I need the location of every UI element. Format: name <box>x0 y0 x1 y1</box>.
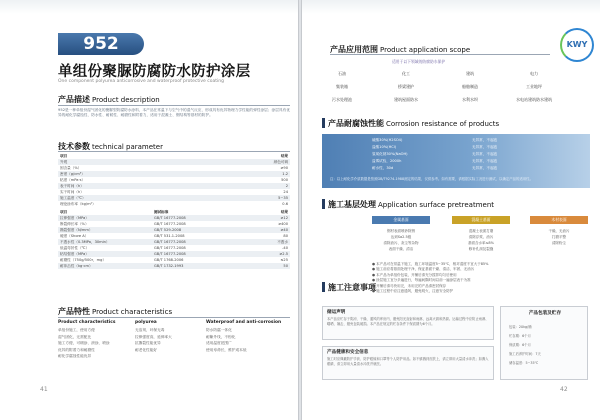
header-result: 结果 <box>280 154 288 158</box>
section-title-en: Corrosion resistance of products <box>386 120 500 128</box>
table-row <box>58 201 290 207</box>
section-title-en: Product description <box>92 96 160 104</box>
characteristics-col3-list <box>206 327 247 353</box>
row-result: ≥12 <box>280 216 288 220</box>
row-method: GB/T 16777-2008 <box>154 222 186 226</box>
section-marker <box>322 118 325 128</box>
row-item: 低温弯折性（℃） <box>60 246 90 250</box>
list-item: 达到Sa2.5级 <box>390 235 412 239</box>
header-method: 测试标准 <box>154 210 169 214</box>
scope-item: 工业地坪 <box>526 84 542 89</box>
product-title: 单组份聚脲防腐防水防护涂层 <box>58 64 251 80</box>
scope-item: 建筑 <box>466 71 474 76</box>
row-method: GB/T 16777-2008 <box>154 252 186 256</box>
section-corrosion-resistance <box>328 118 499 129</box>
scope-item: 船舶制造 <box>462 84 478 89</box>
pretreat-col-wood <box>530 228 588 246</box>
health-text: 施工时应佩戴防护手套、防护眼镜和口罩等个人防护用品。如不慎溅到皮肤上，请立即用大量清水冲洗；如溅入眼睛，请立即用大量清水冲洗并就医。 <box>327 357 489 366</box>
list-item: 单组份施工，使用方便 <box>58 328 95 332</box>
section-title-en: Product characteristics <box>92 308 173 316</box>
row-item: 断裂伸长率（%） <box>60 222 89 226</box>
note-line: ● 本产品为单组份包装，开桶后请充分搅拌均匀后使用 <box>372 272 457 277</box>
corrosion-medium: 盐酸10%(HCl) <box>372 145 397 149</box>
note-line: ● 施工前应将基面处理干净，保证基面干燥、清洁、牢固、无油污 <box>372 267 475 272</box>
list-item: 清除油污、灰尘等杂物 <box>383 241 419 245</box>
health-title: 产品健康和安全信息 <box>327 350 369 355</box>
list-item: 钢材表面喷砂除锈 <box>387 229 415 233</box>
list-item: 打磨平整 <box>552 235 566 239</box>
corrosion-medium: 盐雾试验，2000h <box>372 159 402 163</box>
scope-subtitle: 适用于以下领域的防腐防水保护 <box>392 59 446 64</box>
spec-line: 储存温度：5~35℃ <box>509 361 539 365</box>
row-item: 固含量（%） <box>60 166 82 170</box>
divider <box>58 105 290 106</box>
list-item: 耐化学腐蚀性能优异 <box>58 354 92 359</box>
row-item: 不透水性（0.3MPa，30min） <box>60 240 110 244</box>
section-product-characteristics <box>58 306 172 317</box>
list-item: 优异的附着力和耐磨性 <box>58 347 95 352</box>
table-row <box>58 263 290 269</box>
section-title-en: Product application scope <box>380 46 471 54</box>
note-line: ● 施工过程中应注意通风，避免明火，注意安全防护 <box>372 289 454 294</box>
list-item: 防水防腐一体化 <box>206 328 232 332</box>
scope-item: 污水处理池 <box>332 97 352 102</box>
header-item: 项目 <box>60 210 68 214</box>
note-line: ● 开桶后请尽快用完，未用完的产品请密封保存 <box>372 283 447 288</box>
row-item: 硬度（Shore A） <box>60 234 89 238</box>
section-title: 产品耐腐蚀性能 <box>328 119 384 128</box>
list-item: 无溶剂，环保无毒 <box>135 328 165 332</box>
scope-item: 石油 <box>338 71 346 76</box>
row-result: 5~35 <box>278 196 288 200</box>
row-result: ≥400 <box>278 222 288 226</box>
row-result: 1.2 <box>282 172 288 176</box>
health-box <box>322 346 494 380</box>
list-item: 表面干燥、清洁 <box>388 247 414 251</box>
list-item: 清除粉尘 <box>552 241 566 245</box>
corrosion-panel <box>322 134 590 188</box>
row-result: 80 <box>283 234 288 238</box>
row-item: 粘结强度（MPa） <box>60 252 89 256</box>
divider <box>330 54 550 55</box>
row-result: ≤25 <box>280 258 288 262</box>
list-item: 使用寿命长，维护成本低 <box>206 347 247 352</box>
row-item: 施工温度（℃） <box>60 196 86 200</box>
list-item: 基面含水率≤8% <box>468 241 494 245</box>
spec-line: 施工后养护时间：7天 <box>509 352 541 356</box>
row-method: GB/T 16777-2008 <box>154 246 186 250</box>
characteristics-col2-title: polyurea <box>135 320 157 325</box>
spec-title: 产品包装及贮存 <box>528 311 562 316</box>
characteristics-col1-list <box>58 327 110 360</box>
row-item: 实干时间（h） <box>60 190 84 194</box>
row-result: 50 <box>283 264 288 268</box>
section-product-description <box>58 94 160 105</box>
list-item: 适用温度范围广 <box>206 341 232 346</box>
product-code-badge: 952 <box>58 33 144 55</box>
pretreat-col-concrete <box>452 228 510 252</box>
kwy-logo: KWY <box>560 28 594 62</box>
characteristics-col2-list <box>135 327 172 353</box>
row-method: GB/T 16777-2008 <box>154 216 186 220</box>
characteristics-col3-title: Waterproof and anti-corrosion <box>206 320 282 325</box>
corrosion-medium: 氢氧化钠30%(NaOH) <box>372 152 408 156</box>
list-item: 混凝土表面打磨 <box>468 229 494 233</box>
list-item: 干燥，无油污 <box>548 229 570 233</box>
row-method: GB/T 531.1-2008 <box>154 234 185 238</box>
section-marker <box>322 282 325 292</box>
note-line: ● 涂层施工宜分多遍进行，每遍间隔时间以前一遍涂层表干为准 <box>372 278 471 283</box>
row-item: 密度（g/cm³） <box>60 172 85 176</box>
row-item: 撕裂强度（N/mm） <box>60 228 93 232</box>
spec-line: 保质期：6个月 <box>509 343 531 347</box>
row-item: 耐磨性（750g/500r，mg） <box>60 258 107 262</box>
scope-item: 电力 <box>530 71 538 76</box>
section-marker <box>322 199 325 209</box>
row-result: 0.6 <box>282 202 288 206</box>
scope-item: 建筑屋面防水 <box>394 97 418 102</box>
row-result: 颜色可调 <box>273 160 288 164</box>
corrosion-result: 无异常，不起泡 <box>472 166 498 170</box>
row-method: GB/T 16777-2008 <box>154 240 186 244</box>
row-result: 500 <box>281 178 288 182</box>
corrosion-result: 无异常，不起泡 <box>472 159 498 163</box>
corrosion-result: 无异常，不起泡 <box>472 145 498 149</box>
row-item: 表干时间（h） <box>60 184 84 188</box>
row-result: ≥90 <box>280 166 288 170</box>
characteristics-col1-title: Product characteristics <box>58 320 116 325</box>
row-item: 粘度（mPa·s） <box>60 178 86 182</box>
top-band <box>0 0 298 14</box>
section-title: 产品应用范围 <box>330 45 378 54</box>
scope-item: 化工 <box>402 71 410 76</box>
pretreat-header-concrete: 混凝土基面 <box>452 216 510 224</box>
product-subtitle: One component polyurea anticorrosive and waterproof protective coating <box>58 79 224 84</box>
section-title: 技术参数 <box>58 142 90 151</box>
storage-box <box>322 306 494 340</box>
row-result: ≥2.5 <box>279 252 288 256</box>
row-method: GB/T 529-2008 <box>154 228 182 232</box>
list-item: 拉伸强度高，延伸率大 <box>135 334 172 339</box>
list-item: 耐老化性能好 <box>135 347 158 352</box>
left-page <box>0 0 298 420</box>
section-title-en: Application surface pretreatment <box>378 201 495 209</box>
spec-line: 包装：20kg/桶 <box>509 325 532 329</box>
corrosion-medium: 硫酸30%(H2SO4) <box>372 138 403 142</box>
row-result: 不透水 <box>277 240 288 244</box>
pretreat-header-wood: 木材表面 <box>530 216 588 224</box>
corrosion-result: 无异常，不起泡 <box>472 138 498 142</box>
storage-text: 本产品应贮存于阴凉、干燥、通风的库房内，避免阳光直射和雨淋，远离火源和热源。运输过程中应防止雨淋、曝晒、撞击，避免包装破损。本产品在规定的贮存条件下保质期为6个月。 <box>327 317 489 326</box>
spec-line: 贮存期：6个月 <box>509 334 531 338</box>
section-construction-notes: 施工注意事项 <box>328 283 376 292</box>
row-item: 外观 <box>60 160 68 164</box>
spec-box <box>500 306 588 380</box>
divider <box>58 317 290 318</box>
description-text: 952是一种单组份湿气固化的聚脲型防腐防水涂料，本产品在常温下与空气中的湿气反应，形成具有优异物理力学性能的弹性涂层；涂层具有优异的耐化学腐蚀性、防水性、耐候性、耐磨性和附着力，适用于混凝土、钢结构等基材的防护。 <box>58 108 290 118</box>
corrosion-result: 无异常，不起泡 <box>472 152 498 156</box>
storage-title: 储运声明 <box>327 310 346 315</box>
list-item: 抗撕裂性能优异 <box>135 341 161 346</box>
scope-item: 桥梁建护 <box>398 84 414 89</box>
section-title: 产品描述 <box>58 95 90 104</box>
header-item: 项目 <box>60 154 68 158</box>
note-line: ● 本产品可在常温下施工，施工环境温度5~35℃，相对湿度不宜大于85% <box>372 262 489 266</box>
divider <box>58 151 290 152</box>
list-item: 修补孔洞及裂缝 <box>468 247 494 251</box>
row-result: ≥40 <box>280 228 288 232</box>
page-number: 42 <box>560 386 568 393</box>
top-band <box>302 0 600 14</box>
spec-list <box>509 323 541 368</box>
section-title: 施工基层处理 <box>328 200 376 209</box>
scope-item: 水利水坝 <box>462 97 478 102</box>
pretreat-header-metal: 金属基面 <box>372 216 430 224</box>
section-surface-pretreatment <box>328 199 494 210</box>
list-item: 清除浮浆、油污 <box>468 235 494 239</box>
section-title: 产品特性 <box>58 307 90 316</box>
row-method: GB/T 1768-2006 <box>154 258 184 262</box>
row-item: 耐冲击性（kg·cm） <box>60 264 93 268</box>
list-item: 耐紫外线，不粉化 <box>206 334 236 339</box>
row-item: 理论涂布率（kg/m²） <box>60 202 96 206</box>
scope-item: 集装箱 <box>336 84 348 89</box>
row-result: 2 <box>285 184 288 188</box>
row-result: 24 <box>283 190 288 194</box>
list-item: 施工方便，可刷涂、滚涂、喷涂 <box>58 341 110 346</box>
page-number: 41 <box>40 386 48 393</box>
list-item: 湿气固化，无需配比 <box>58 334 92 339</box>
pretreat-col-metal <box>372 228 430 252</box>
section-title-en: technical parameter <box>92 143 163 151</box>
row-method: GB/T 1732-1993 <box>154 264 184 268</box>
construction-notes <box>372 262 588 294</box>
row-item: 拉伸强度（MPa） <box>60 216 89 220</box>
row-result: -40 <box>282 246 288 250</box>
corrosion-note: 注：以上耐化学介质数据是按照GB/T9274-1988测定的结果，仅供参考。如有需要，请根据实际工况进行测试，以确定产品的适用性。 <box>330 177 533 181</box>
scope-item: 水电站建筑防水建筑 <box>516 97 552 102</box>
header-result: 结果 <box>280 210 288 214</box>
corrosion-medium: 耐水性，30d <box>372 166 394 170</box>
right-page <box>302 0 600 420</box>
